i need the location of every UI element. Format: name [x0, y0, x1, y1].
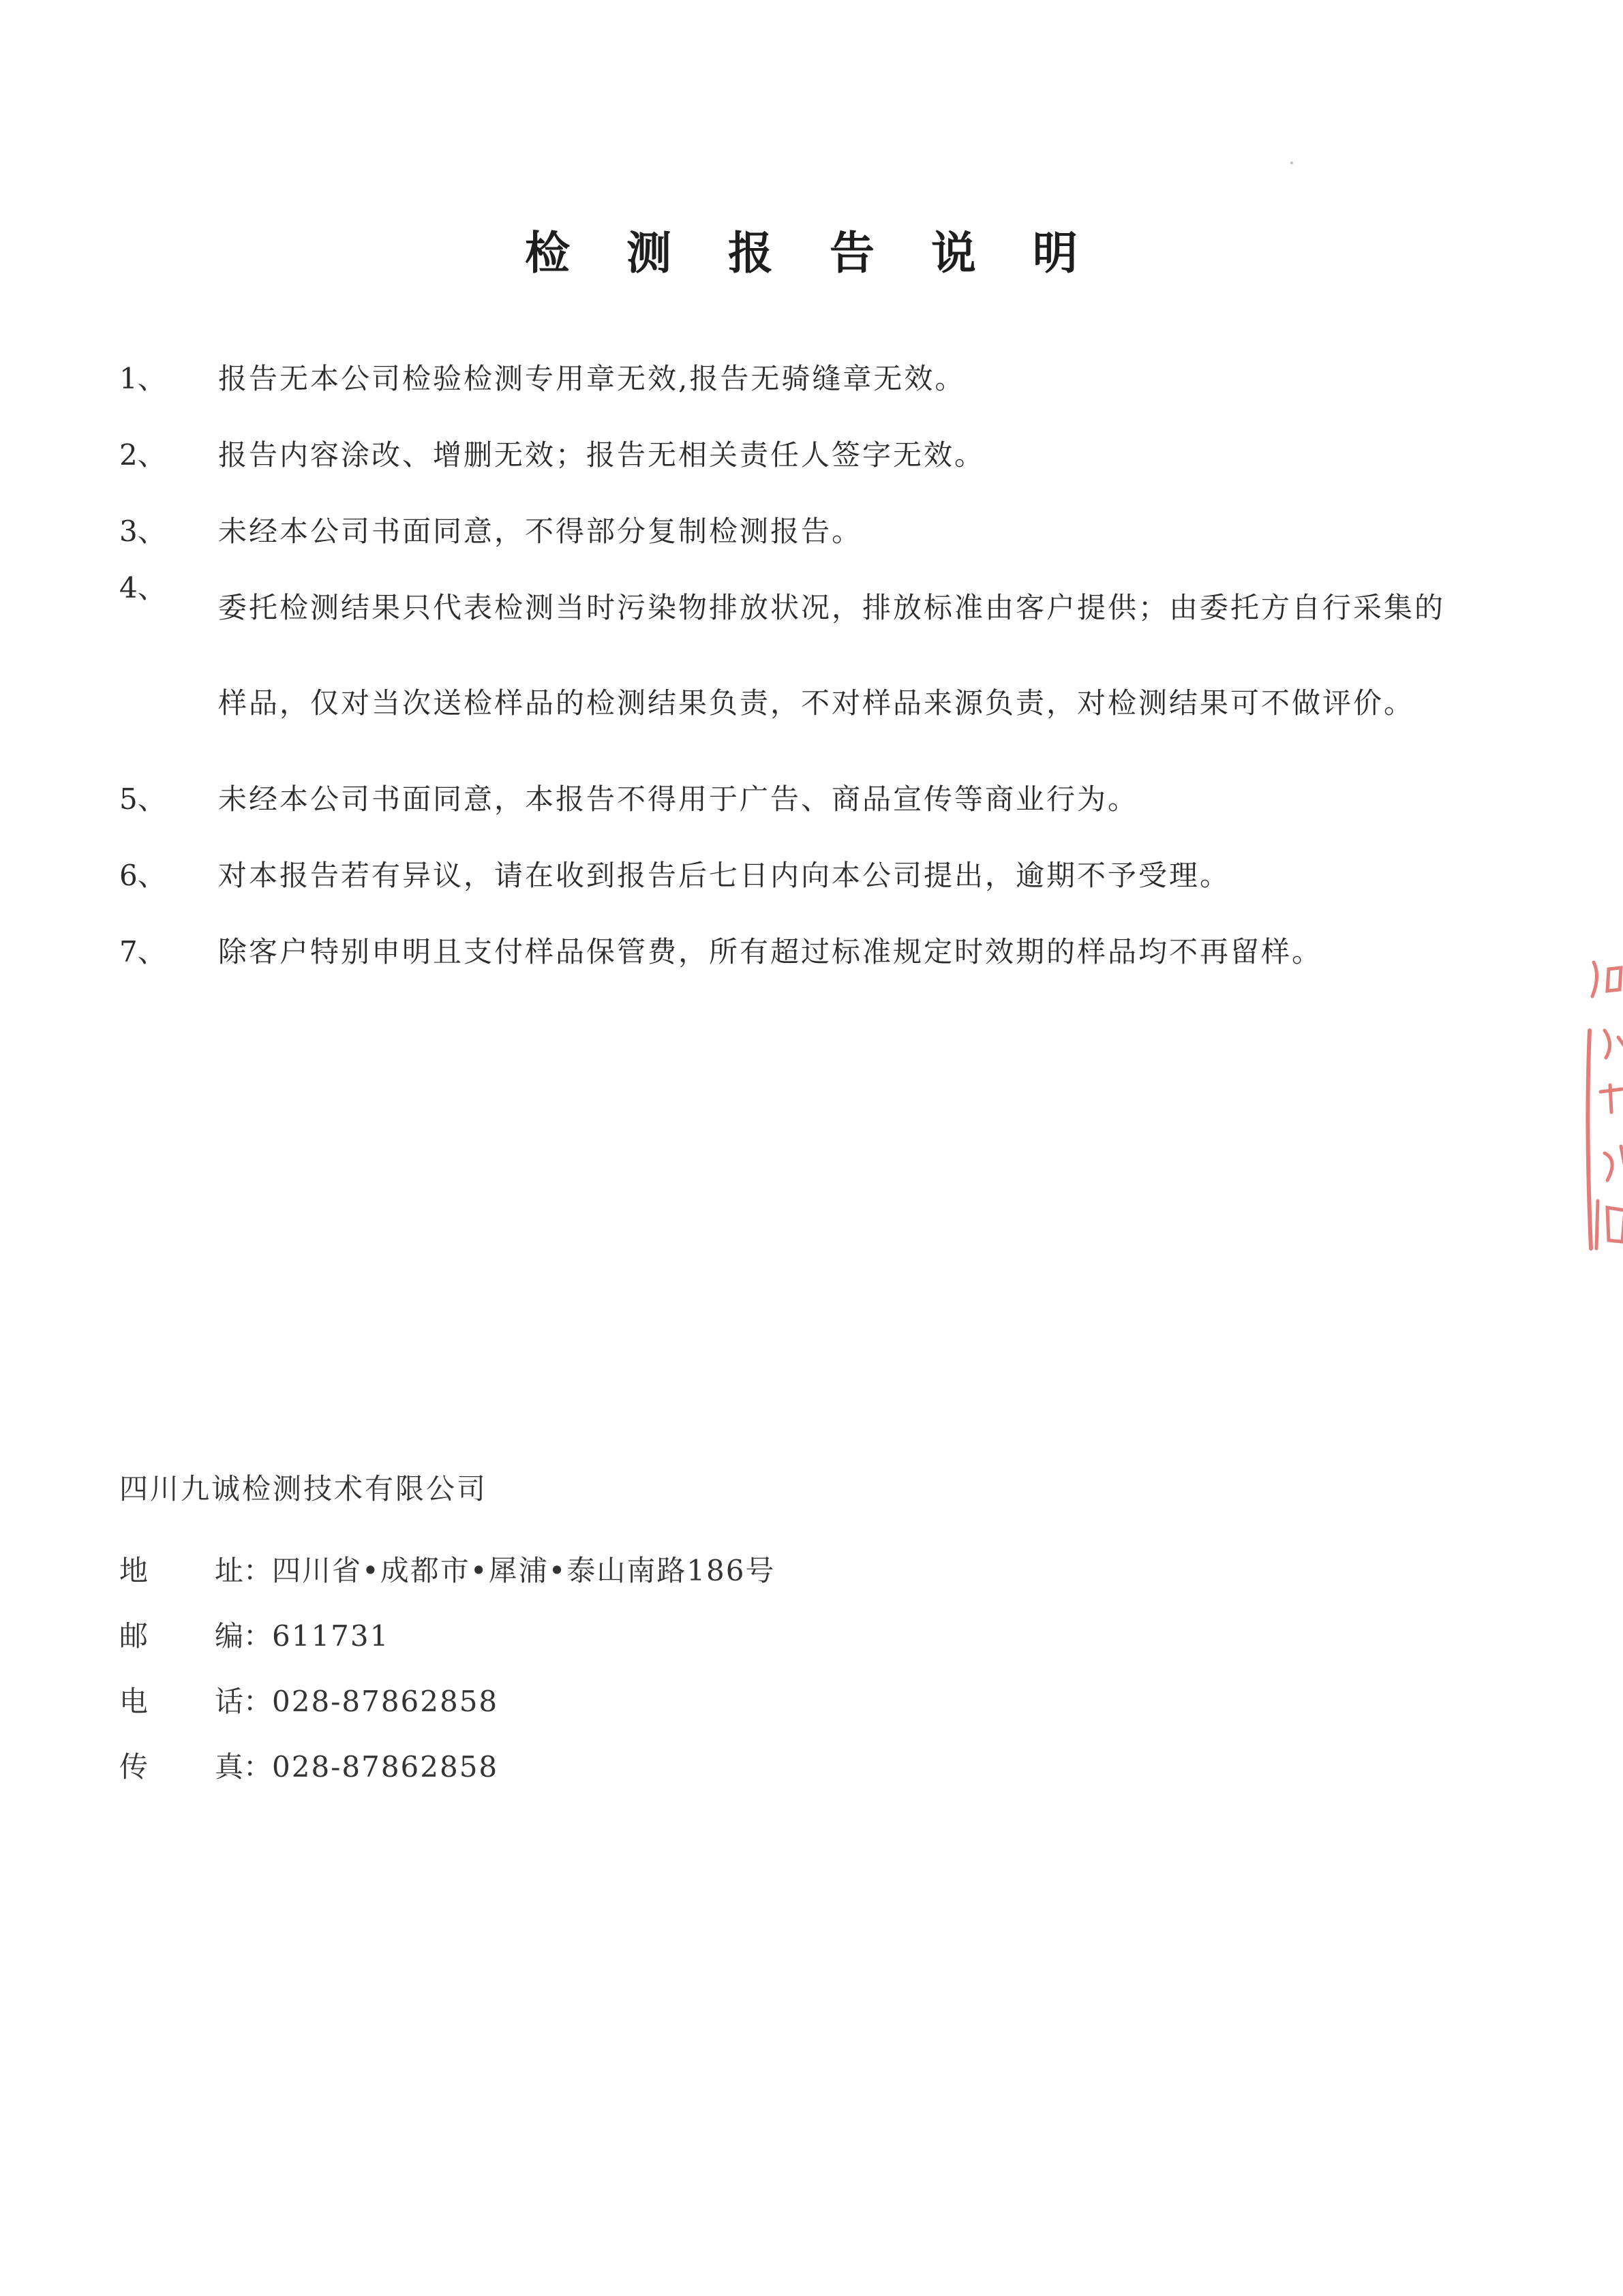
clause-text: 未经本公司书面同意，不得部分复制检测报告。 [218, 515, 863, 548]
fax-row [119, 1745, 498, 1786]
fax-label-a: 传 [119, 1750, 149, 1784]
clause-text: 报告无本公司检验检测专用章无效,报告无骑缝章无效。 [218, 362, 966, 395]
clause-item [0, 427, 1623, 483]
clause-list [0, 351, 1623, 1000]
clause-item [0, 560, 1623, 751]
clause-item [0, 771, 1623, 827]
clause-number: 7、 [119, 935, 166, 968]
phone-label-a: 电 [119, 1685, 149, 1718]
fax-label-b: 真： [215, 1750, 273, 1784]
address-value: 四川省•成都市•犀浦•泰山南路186号 [272, 1554, 776, 1587]
address-label-a: 地 [119, 1554, 149, 1587]
phone-label-b: 话： [215, 1685, 273, 1718]
page-title: 检 测 报 告 说 明 [525, 227, 1098, 279]
scan-speck [1290, 162, 1293, 164]
postal-label-a: 邮 [119, 1619, 149, 1653]
phone-value: 028-87862858 [272, 1685, 499, 1718]
fax-value: 028-87862858 [272, 1750, 499, 1784]
address-row [119, 1548, 776, 1589]
clause-number: 5、 [119, 782, 166, 816]
postal-value: 611731 [272, 1619, 390, 1653]
postal-code-row [119, 1614, 389, 1655]
phone-row [119, 1679, 498, 1720]
clause-text: 除客户特别申明且支付样品保管费，所有超过标准规定时效期的样品均不再留样。 [218, 935, 1323, 968]
clause-number: 2、 [119, 438, 166, 472]
company-name: 四川九诚检测技术有限公司 [119, 1472, 488, 1505]
clause-item [0, 924, 1623, 980]
postal-label-b: 编： [215, 1619, 273, 1653]
clause-number: 1、 [119, 362, 166, 395]
clause-text: 报告内容涂改、增删无效；报告无相关责任人签字无效。 [218, 438, 986, 472]
address-label-b: 址： [215, 1554, 273, 1587]
clause-item [0, 351, 1623, 407]
clause-text: 对本报告若有异议，请在收到报告后七日内向本公司提出，逾期不予受理。 [218, 859, 1231, 892]
clause-number: 4、 [119, 571, 166, 604]
seam-seal-fragment [1580, 949, 1623, 1269]
clause-item [0, 848, 1623, 904]
clause-number: 6、 [119, 859, 166, 892]
clause-item [0, 504, 1623, 560]
clause-text: 委托检测结果只代表检测当时污染物排放状况，排放标准由客户提供；由委托方自行采集的样品，仅对当次送检样品的检测结果负责，不对样品来源负责，对检测结果可不做评价。 [218, 591, 1446, 720]
clause-text: 未经本公司书面同意，本报告不得用于广告、商品宣传等商业行为。 [218, 782, 1139, 816]
clause-number: 3、 [119, 515, 166, 548]
